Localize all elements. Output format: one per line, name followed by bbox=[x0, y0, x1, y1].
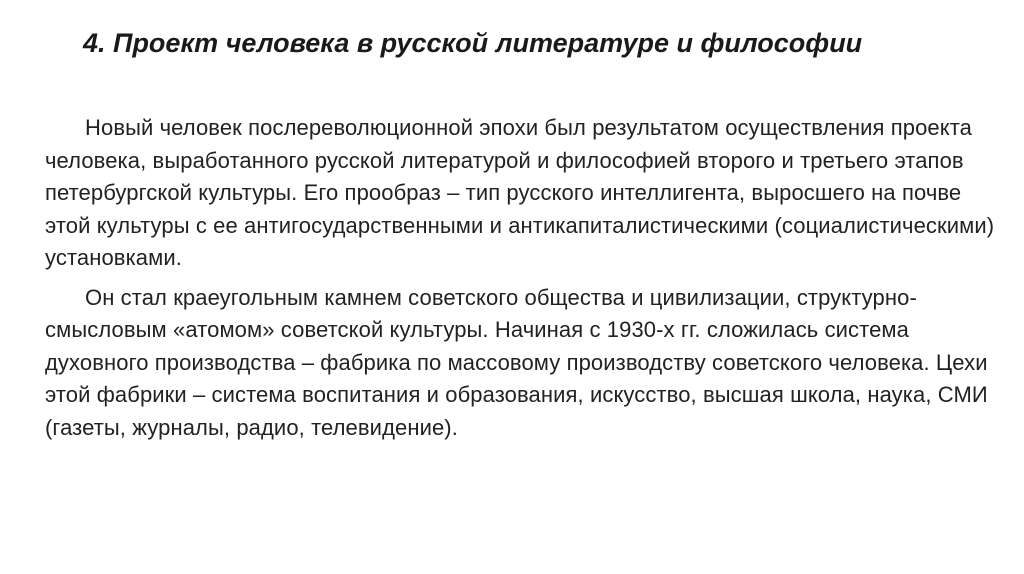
paragraph-1: Новый человек послереволюционной эпохи был результатом осуществления проекта человека, выработанного русской литературой и философией второго и третьего этапов петербургской культуры. Его прообраз – тип русского интеллигента, выросшего на почве этой культуры с ее антигосударственными и антикапиталистическими (социалистическими) установками. bbox=[45, 115, 995, 270]
slide-body bbox=[45, 112, 995, 451]
paragraph-2: Он стал краеугольным камнем советского общества и цивилизации, структурно-смысловым «атомом» советской культуры. Начиная с 1930-х гг. сложилась система духовного производства – фабрика по массовому производству советского человека. Цехи этой фабрики – система воспитания и образования, искусство, высшая школа, наука, СМИ (газеты, журналы, радио, телевидение). bbox=[45, 284, 988, 440]
slide-title: 4. Проект человека в русской литературе и философии bbox=[83, 28, 863, 58]
